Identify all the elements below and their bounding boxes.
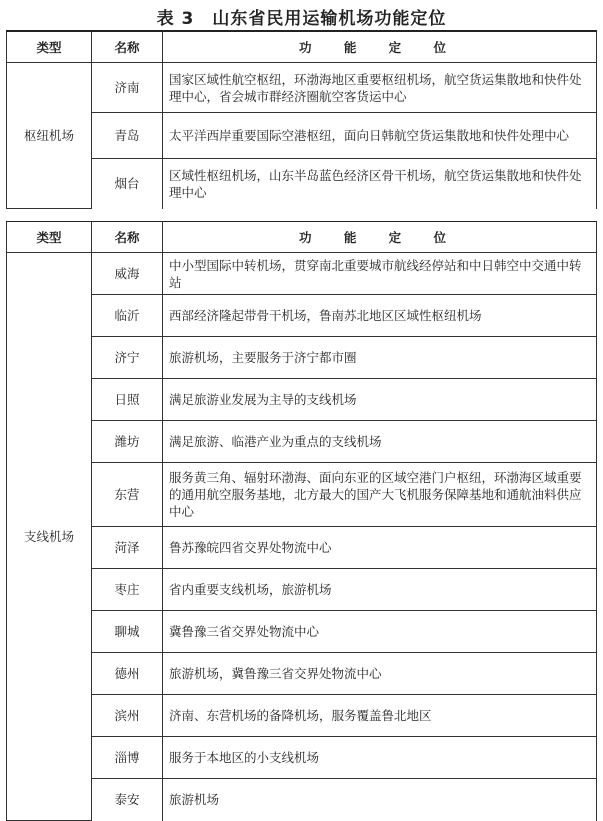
airport-name: 威海 — [92, 253, 163, 295]
airport-function: 满足旅游业发展为主导的支线机场 — [163, 379, 597, 421]
table-row — [7, 653, 597, 695]
airport-function: 国家区域性航空枢纽，环渤海地区重要枢纽机场，航空货运集散地和快件处理中心，省会城市群经济圈航空客货运中心 — [163, 63, 597, 113]
table-row — [7, 379, 597, 421]
airport-name: 青岛 — [92, 113, 163, 159]
table-row — [7, 113, 597, 159]
table-row — [7, 569, 597, 611]
airport-name: 东营 — [92, 463, 163, 527]
header-type: 类型 — [7, 222, 92, 253]
airport-function: 冀鲁豫三省交界处物流中心 — [163, 611, 597, 653]
header-name: 名称 — [92, 31, 163, 63]
table-row — [7, 695, 597, 737]
header-function: 功 能 定 位 — [163, 222, 597, 253]
table-row — [7, 527, 597, 569]
category-cell: 枢纽机场 — [7, 63, 92, 209]
airport-name: 淄博 — [92, 737, 163, 779]
airport-name: 烟台 — [92, 159, 163, 209]
airport-function: 旅游机场，冀鲁豫三省交界处物流中心 — [163, 653, 597, 695]
airport-name: 济宁 — [92, 337, 163, 379]
branch-airport-table — [6, 221, 597, 821]
table-row — [7, 159, 597, 209]
airport-name: 日照 — [92, 379, 163, 421]
airport-function: 旅游机场，主要服务于济宁都市圈 — [163, 337, 597, 379]
table-row — [7, 295, 597, 337]
table-row — [7, 337, 597, 379]
airport-function: 满足旅游、临港产业为重点的支线机场 — [163, 421, 597, 463]
airport-name: 临沂 — [92, 295, 163, 337]
table-row — [7, 421, 597, 463]
header-type: 类型 — [7, 31, 92, 63]
table-header-row — [7, 31, 597, 63]
airport-name: 菏泽 — [92, 527, 163, 569]
category-cell: 支线机场 — [7, 253, 92, 821]
airport-function: 省内重要支线机场，旅游机场 — [163, 569, 597, 611]
header-function: 功 能 定 位 — [163, 31, 597, 63]
airport-function: 服务于本地区的小支线机场 — [163, 737, 597, 779]
table-row — [7, 253, 597, 295]
table-row — [7, 737, 597, 779]
airport-name: 济南 — [92, 63, 163, 113]
table-row — [7, 63, 597, 113]
airport-function: 区域性枢纽机场，山东半岛蓝色经济区骨干机场，航空货运集散地和快件处理中心 — [163, 159, 597, 209]
table-row — [7, 611, 597, 653]
hub-airport-table — [6, 30, 597, 209]
airport-function: 中小型国际中转机场，贯穿南北重要城市航线经停站和中日韩空中交通中转站 — [163, 253, 597, 295]
table-title: 表 3 山东省民用运输机场功能定位 — [156, 9, 447, 29]
airport-function: 旅游机场 — [163, 779, 597, 821]
table-header-row — [7, 222, 597, 253]
airport-name: 德州 — [92, 653, 163, 695]
header-name: 名称 — [92, 222, 163, 253]
airport-name: 潍坊 — [92, 421, 163, 463]
airport-function: 济南、东营机场的备降机场，服务覆盖鲁北地区 — [163, 695, 597, 737]
table-row — [7, 463, 597, 527]
airport-name: 滨州 — [92, 695, 163, 737]
airport-function: 服务黄三角、辐射环渤海、面向东亚的区域空港门户枢纽，环渤海区域重要的通用航空服务基地，北方最大的国产大飞机服务保障基地和通航油料供应中心 — [163, 463, 597, 527]
airport-function: 西部经济隆起带骨干机场，鲁南苏北地区区域性枢纽机场 — [163, 295, 597, 337]
airport-function: 太平洋西岸重要国际空港枢纽，面向日韩航空货运集散地和快件处理中心 — [163, 113, 597, 159]
airport-function: 鲁苏豫皖四省交界处物流中心 — [163, 527, 597, 569]
airport-name: 泰安 — [92, 779, 163, 821]
airport-name: 聊城 — [92, 611, 163, 653]
airport-name: 枣庄 — [92, 569, 163, 611]
